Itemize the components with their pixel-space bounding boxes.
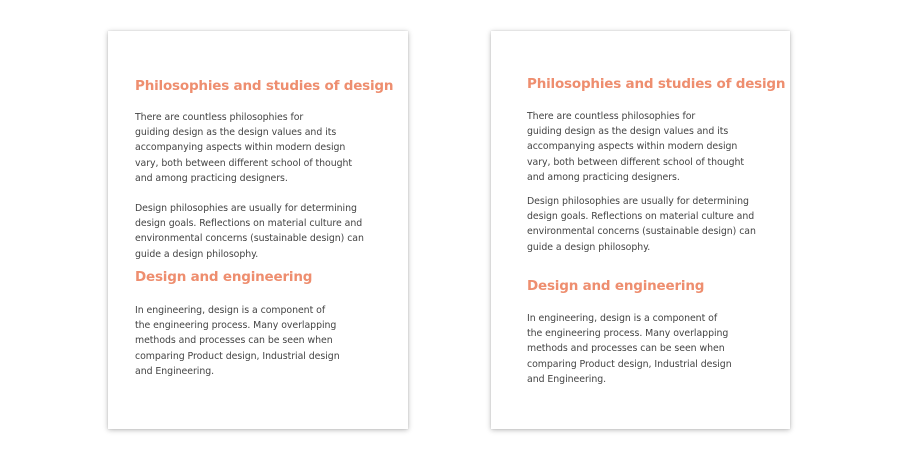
section-heading-engineering: Design and engineering [527,278,705,294]
paragraph-philosophies: There are countless philosophies for guiding design as the design values and its accompanying aspects within modern design vary, both between different school of thought and among practicing designers. [135,112,353,184]
text-card-left [108,31,408,429]
paragraph-design-goals: Design philosophies are usually for determining design goals. Reflections on material culture and environmental concerns (sustainable design) can guide a design philosophy. [135,203,364,260]
paragraph-engineering: In engineering, design is a component of the engineering process. Many overlapping methods and processes can be seen when comparing Product design, Industrial design and Engineering. [527,313,732,385]
section-heading-philosophies: Philosophies and studies of design [527,76,786,92]
text-card-right [491,31,790,429]
paragraph-engineering: In engineering, design is a component of the engineering process. Many overlapping methods and processes can be seen when comparing Product design, Industrial design and Engineering. [135,305,340,377]
section-heading-engineering: Design and engineering [135,269,313,285]
section-heading-philosophies: Philosophies and studies of design [135,78,394,94]
paragraph-design-goals: Design philosophies are usually for determining design goals. Reflections on material culture and environmental concerns (sustainable design) can guide a design philosophy. [527,196,756,253]
paragraph-philosophies: There are countless philosophies for guiding design as the design values and its accompanying aspects within modern design vary, both between different school of thought and among practicing designers. [527,111,745,183]
